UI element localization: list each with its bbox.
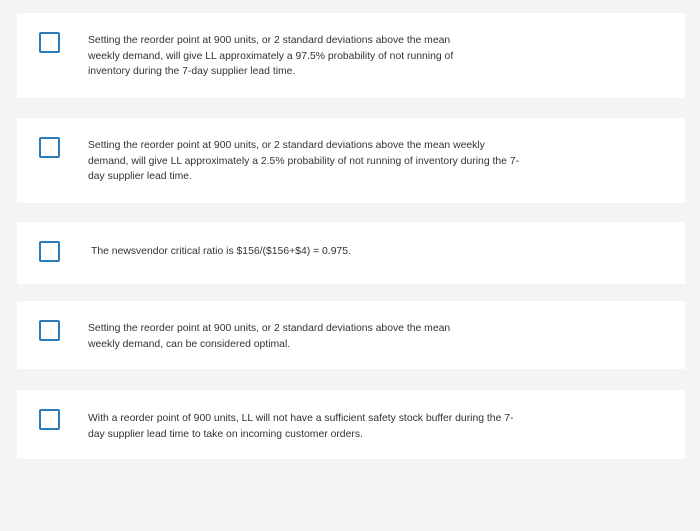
answer-checkbox[interactable] (39, 320, 60, 341)
answer-option-text: The newsvendor critical ratio is $156/($156+$4) = 0.975. (91, 246, 351, 257)
answer-option[interactable] (17, 13, 685, 98)
answer-option[interactable] (17, 301, 685, 369)
answer-checkbox[interactable] (39, 409, 60, 430)
answer-option-text: Setting the reorder point at 900 units, or 2 standard deviations above the mean weekly demand, can be considered optimal. (88, 323, 451, 350)
answer-checkbox[interactable] (39, 241, 60, 262)
answer-option-text: Setting the reorder point at 900 units, or 2 standard deviations above the mean weekly demand, will give LL approximately a 97.5% probability of not running of inventory during the 7-day supplier lead time. (88, 35, 454, 77)
answer-checkbox[interactable] (39, 137, 60, 158)
answer-option-text: Setting the reorder point at 900 units, or 2 standard deviations above the mean weekly demand, will give LL approximately a 2.5% probability of not running of inventory during the 7- day supplier lead time. (88, 140, 520, 182)
answer-option-text: With a reorder point of 900 units, LL will not have a sufficient safety stock buffer during the 7- day supplier lead time to take on incoming customer orders. (88, 413, 514, 440)
answer-option[interactable] (17, 118, 685, 203)
answer-option[interactable] (17, 390, 685, 459)
answer-checkbox[interactable] (39, 32, 60, 53)
answer-option[interactable] (17, 222, 685, 284)
